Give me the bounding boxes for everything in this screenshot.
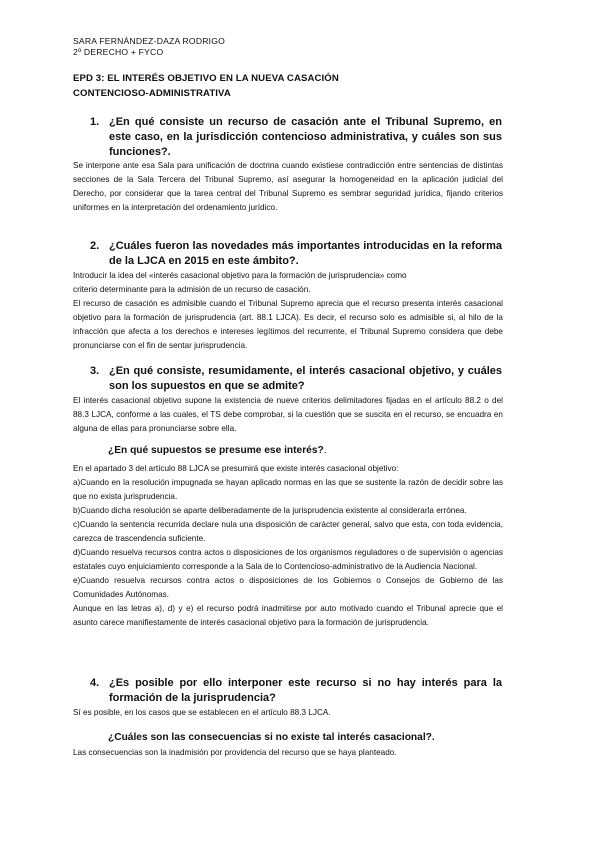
answer-3b — [73, 462, 503, 630]
answer-2-body: El recurso de casación es admisible cuando el Tribunal Supremo aprecia que el recurso presenta interés casacional objetivo para la formación de jurisprudencia (art. 88.1 LJCA). Es decir, el recurso solo es admisible si, al hilo de la infracción que afecta a los derechos e intereses legítimos del recurrente, el Tribunal Supremo considera que debe pronunciarse con el fin de sentar jurisprudencia. — [73, 299, 503, 350]
list-item: b)Cuando dicha resolución se aparte deliberadamente de la jurisprudencia existente al considerarla errónea. — [73, 506, 467, 515]
title-line-2: CONTENCIOSO-ADMINISTRATIVA — [73, 88, 231, 99]
question-text: ¿En qué consiste, resumidamente, el interés casacional objetivo, y cuáles son los supuestos en que se admite? — [109, 365, 502, 392]
subquestion-3b — [108, 444, 327, 458]
answer-3: El interés casacional objetivo supone la existencia de nueve criterios delimitadores fijadas en el artículo 88.2 o del 88.3 LJCA, conforme a las cuales, el TS debe comprobar, si la cuestión que se suscita en el recurso, se encuadra en alguna de ellas para pronunciarse sobre ella. — [73, 396, 503, 433]
course-name: 2º DERECHO + FYCO — [73, 47, 164, 57]
question-text: ¿En qué consiste un recurso de casación ante el Tribunal Supremo, en este caso, en la jurisdicción contencioso administrativa, y cuáles son sus funciones?. — [109, 116, 502, 158]
answer-1: Se interpone ante esa Sala para unificación de doctrina cuando existiese contradicción entre sentencias de distintas secciones de la Sala Tercera del Tribunal Supremo, así asegurar la homogeneidad en la aplicación judicial del Derecho, por considerar que la tarea central del Tribunal Supremo es sembrar seguridad jurídica, fijando criterios uniformes en la interpretación del ordenamiento jurídico. — [73, 161, 503, 212]
subquestion-tail: . — [323, 445, 327, 456]
question-3 — [90, 364, 502, 394]
question-number: 3. — [90, 365, 100, 377]
answer-2-intro — [73, 269, 503, 297]
question-number: 1. — [90, 116, 100, 128]
question-text: ¿Cuáles fueron las novedades más importantes introducidas en la reforma de la LJCA en 2015 en este ámbito?. — [109, 240, 502, 267]
list-item: e)Cuando resuelva recursos contra actos o disposiciones de los Gobiernos o Consejos de Gobierno de las Comunidades Autónomas. — [73, 576, 503, 599]
question-number: 4. — [90, 677, 100, 689]
question-1 — [90, 115, 502, 160]
question-2 — [90, 239, 502, 269]
list-item: d)Cuando resuelva recursos contra actos o disposiciones de los organismos reguladores o de supervisión o agencias estatales cuyo enjuiciamiento corresponde a la Sala de lo Contencioso-administrativo de la Audiencia Nacional. — [73, 548, 503, 571]
answer-2-line-2: criterio determinante para la admisión de un recurso de casación. — [73, 285, 311, 294]
question-text: ¿Es posible por ello interponer este recurso si no hay interés para la formación de la jurisprudencia? — [109, 677, 502, 704]
answer-4b: Las consecuencias son la inadmisión por providencia del recurso que se haya planteado. — [73, 748, 397, 757]
title-line-1: EPD 3: EL INTERÉS OBJETIVO EN LA NUEVA CASACIÓN — [73, 73, 339, 84]
list-item: a)Cuando en la resolución impugnada se hayan aplicado normas en las que se sustente la razón de decidir sobre las que no exista jurisprudencia. — [73, 478, 503, 501]
document-title — [73, 71, 339, 101]
subquestion-text: ¿En qué supuestos se presume ese interés? — [108, 445, 324, 456]
answer-4: Sí es posible, en los casos que se establecen en el artículo 88.3 LJCA. — [73, 708, 331, 717]
author-name: SARA FERNÁNDEZ-DAZA RODRIGO — [73, 36, 225, 46]
answer-3b-intro: En el apartado 3 del artículo 88 LJCA se presumirá que existe interés casacional objetivo: — [73, 464, 399, 473]
subquestion-text: ¿Cuáles son las consecuencias si no existe tal interés casacional?. — [108, 732, 435, 743]
answer-3b-note: Aunque en las letras a), d) y e) el recurso podrá inadmitirse por auto motivado cuando el Tribunal aprecie que el asunto carece manifiestamente de interés casacional objetivo para la formación de jurisprudencia. — [73, 604, 503, 627]
question-4 — [90, 676, 502, 706]
document-header — [73, 36, 225, 58]
list-item: c)Cuando la sentencia recurrida declare nula una disposición de carácter general, salvo que esta, con toda evidencia, carezca de trascendencia suficiente. — [73, 520, 503, 543]
subquestion-4b — [108, 731, 435, 745]
answer-2-line-1: Introducir la idea del «interés casacional objetivo para la formación de jurisprudencia» como — [73, 271, 407, 280]
question-number: 2. — [90, 240, 100, 252]
